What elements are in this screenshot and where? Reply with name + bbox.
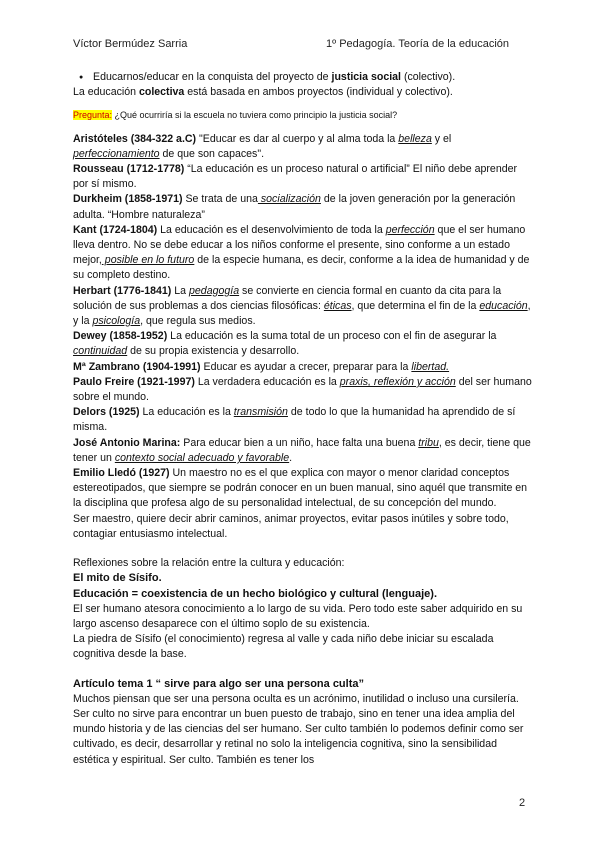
question-label: Pregunta: — [73, 110, 113, 121]
author-text: "Educar es dar al cuerpo y al alma toda la — [196, 132, 399, 145]
mito-heading: El mito de Sísifo. — [73, 572, 162, 585]
articulo-title: Artículo tema 1 “ sirve para algo ser una persona culta” — [73, 677, 364, 690]
page-number: 2 — [519, 797, 526, 809]
author-name: Rousseau (1712-1778) — [73, 163, 185, 176]
author-text: La educación es la — [139, 406, 234, 419]
maestro-line: Ser maestro, quiere decir abrir caminos, animar proyectos, evitar pasos inútiles y sobre todo, contagiar entusiasmo intelectual. — [73, 512, 509, 540]
intro-line-bold: colectiva — [138, 86, 185, 99]
author-text: de todo lo que la humanidad ha aprendido de sí misma. — [73, 406, 516, 434]
authors-list — [73, 132, 533, 512]
underlined-term: educación — [479, 299, 528, 312]
intro-line-b: está basada en ambos proyectos (individual y colectivo). — [184, 86, 453, 99]
intro-bullet-suffix: (colectivo). — [401, 71, 456, 83]
author-text: , es decir, tiene que tener un — [73, 436, 531, 464]
author-text: La — [171, 284, 190, 297]
author-entry — [73, 436, 533, 466]
author-text: Se trata de una — [182, 193, 258, 206]
author-text: , que determina el fin de la — [351, 299, 480, 312]
author-entry — [73, 329, 533, 359]
author-name: Herbart (1776-1841) — [73, 284, 172, 297]
underlined-term: perfeccionamiento — [73, 147, 160, 160]
author-text: de que son capaces". — [159, 147, 265, 160]
educacion-heading: Educación = coexistencia de un hecho biológico y cultural (lenguaje). — [73, 587, 437, 600]
underlined-term: tribu — [418, 436, 439, 449]
author-text: de la joven generación por la generación adulta. “Hombre naturaleza” — [73, 193, 516, 221]
header-course: 1º Pedagogía. Teoría de la educación — [326, 38, 510, 50]
author-text: que el ser humano lleva dentro. No se debe educar a los niños conforme el presente, sino conforme a un estado mejor, — [73, 223, 526, 267]
underlined-term: socialización — [257, 193, 321, 206]
underlined-term: psicología — [92, 315, 141, 328]
underlined-term: continuidad — [73, 345, 128, 358]
author-entry — [73, 405, 533, 435]
intro-line — [73, 85, 533, 100]
author-entry — [73, 223, 533, 284]
author-text: de su propia existencia y desarrollo. — [127, 345, 300, 358]
author-name: Kant (1724-1804) — [73, 223, 158, 236]
articulo-text: Muchos piensan que ser una persona oculta es un acrónimo, inutilidad o incluso una cursilería. Ser culto no sirve para encontrar un buen puesto de trabajo, sino en tener una idea amplia del mundo historia y de las ciencias del ser humano. Ser culto también lo podemos definir como ser cultivado, es decir, desarrollar y retinal no solo la inteligencia cognitiva, sino la sensibilidad estética y espiritual. Ser culto. También es tener los — [73, 692, 524, 766]
underlined-term: contexto social adecuado y favorable — [114, 451, 290, 464]
underlined-term: perfección — [385, 223, 435, 236]
underlined-term: posible en lo futuro — [101, 254, 195, 267]
header-author: Víctor Bermúdez Sarria — [73, 38, 188, 50]
author-name: Aristóteles (384-322 a.C) — [73, 132, 197, 145]
author-entry — [73, 375, 533, 405]
author-text: La educación es el desenvolvimiento de toda la — [157, 223, 386, 236]
author-entry — [73, 192, 533, 222]
author-entry — [73, 132, 533, 162]
question — [73, 108, 533, 123]
question-text: ¿Qué ocurriría si la escuela no tuviera como principio la justicia social? — [112, 110, 398, 121]
author-text: , y la — [73, 299, 531, 328]
author-text: . — [289, 451, 293, 464]
author-entry — [73, 466, 533, 512]
reflexiones-p1: El ser humano atesora conocimiento a lo largo de su vida. Pero todo este saber adquirido en su largo ascenso desaparece con el último soplo de su existencia. — [73, 602, 523, 630]
author-text: , que regula sus medios. — [140, 315, 256, 328]
reflexiones-p2: La piedra de Sísifo (el conocimiento) regresa al valle y cada niño debe iniciar su escalada cognitiva desde la base. — [73, 633, 494, 661]
author-name: Mª Zambrano (1904-1991) — [73, 360, 201, 373]
author-name: Paulo Freire (1921-1997) — [73, 375, 195, 388]
author-text: “La educación es un proceso natural o artificial” El niño debe aprender por sí mismo. — [73, 163, 518, 191]
author-name: Delors (1925) — [73, 406, 140, 419]
author-text: Educar es ayudar a crecer, preparar para la — [200, 360, 412, 373]
author-text: se convierte en ciencia formal en cuanto da cita para la solución de sus problemas a dos ciencias filosóficas: — [73, 284, 502, 312]
reflexiones-intro: Reflexiones sobre la relación entre la cultura y educación: — [73, 557, 345, 570]
author-text: Un maestro no es el que explica con mayor o menor claridad conceptos estereotipados, que siempre se podrán conocer en un buen manual, sino aquél que transmite en la disciplina que profesa algo de su personalidad intelectual, de su concepción del mundo. — [73, 467, 528, 510]
author-entry — [73, 360, 533, 375]
author-text: La educación es la suma total de un proceso con el fin de asegurar la — [167, 330, 497, 343]
author-name: José Antonio Marina: — [73, 436, 181, 449]
intro-line-a: La educación — [73, 86, 139, 99]
underlined-term: éticas — [323, 299, 352, 312]
underlined-term: praxis, reflexión y acción — [339, 375, 456, 388]
document-body — [73, 70, 533, 768]
author-entry — [73, 162, 533, 192]
author-text: y el — [431, 132, 452, 145]
intro-bullet — [73, 70, 533, 85]
underlined-term: transmisión — [233, 406, 288, 419]
author-text: del ser humano sobre el mundo. — [73, 375, 532, 404]
author-entry — [73, 284, 533, 330]
author-text: Para educar bien a un niño, hace falta una buena — [180, 436, 419, 449]
underlined-term: libertad. — [411, 360, 450, 373]
author-text: La verdadera educación es la — [194, 375, 340, 388]
underlined-term: pedagogía — [189, 284, 240, 297]
author-name: Emilio Lledó (1927) — [73, 467, 170, 480]
underlined-term: belleza — [398, 132, 432, 145]
author-name: Durkheim (1858-1971) — [73, 193, 183, 206]
author-name: Dewey (1858-1952) — [73, 330, 168, 343]
intro-bullet-text: Educarnos/educar en la conquista del proyecto de — [93, 71, 332, 83]
author-text: de la especie humana, es decir, conforme a la idea de humanidad y de su completo destino. — [73, 254, 530, 282]
intro-bullet-bold: justicia social — [331, 71, 401, 83]
